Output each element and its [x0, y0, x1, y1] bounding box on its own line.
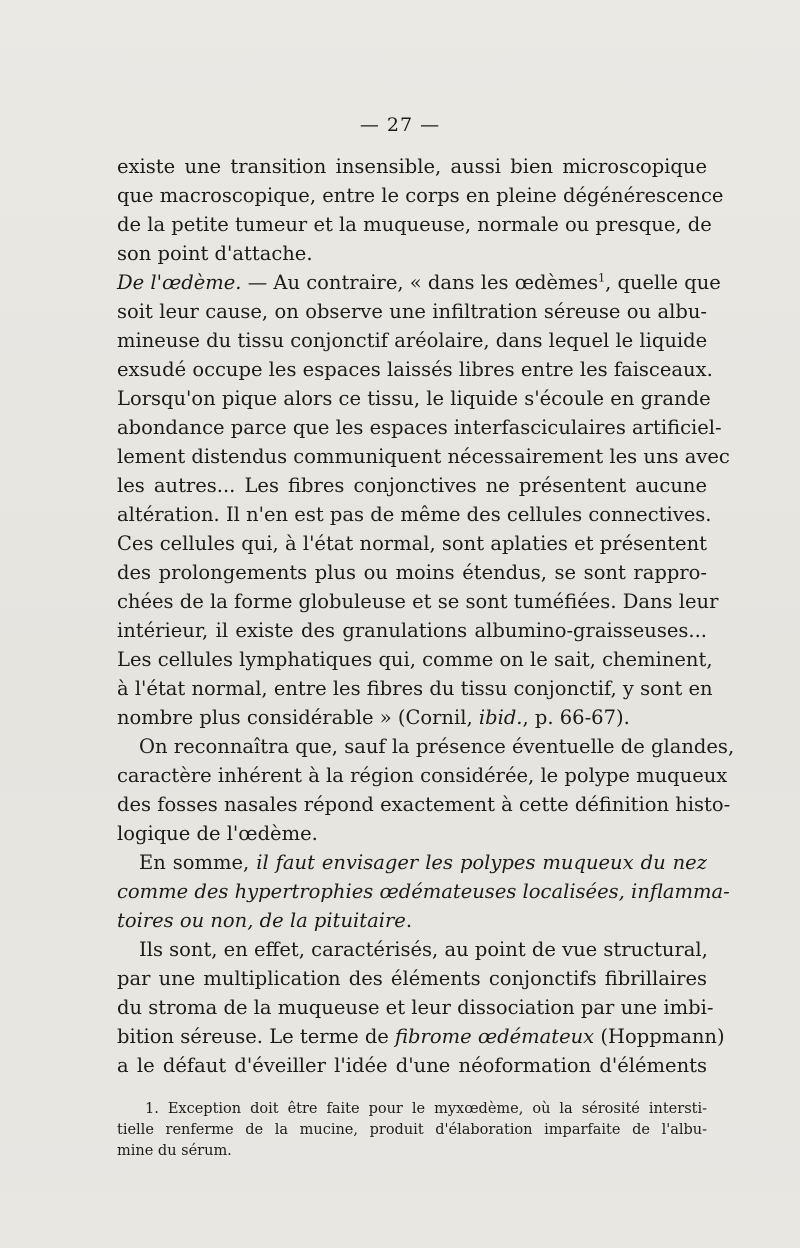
text-line: par une multiplication des éléments conjonctifs fibrillaires [117, 967, 707, 990]
text-line: Lorsqu'on pique alors ce tissu, le liquide s'écoule en grande [117, 387, 711, 410]
footnote [117, 1099, 707, 1162]
paragraph-5 [117, 935, 725, 1080]
paragraph-4 [117, 848, 730, 935]
text-line: Les cellules lymphatiques qui, comme on le sait, cheminent, [117, 648, 713, 671]
text-line: logique de l'œdème. [117, 822, 318, 845]
emphasis-text: fibrome œdémateux [395, 1025, 595, 1048]
footnote-line: tielle renferme de la mucine, produit d'élaboration imparfaite de l'albu- [117, 1122, 707, 1138]
section-heading: De l'œdème. [117, 271, 242, 294]
text-line [117, 906, 707, 935]
emphasis-text: toires ou non, de la pituitaire [117, 909, 406, 932]
text-line: intérieur, il existe des granulations albumino-graisseuses... [117, 619, 707, 642]
text-line: soit leur cause, on observe une infiltration séreuse ou albu- [117, 300, 707, 323]
text-run: nombre plus considérable » (Cornil, [117, 706, 479, 729]
text-line: caractère inhérent à la région considérée, le polype muqueux [117, 764, 728, 787]
text-line: exsudé occupe les espaces laissés libres entre les faisceaux. [117, 358, 713, 381]
text-line: des prolongements plus ou moins étendus, se sont rappro- [117, 561, 707, 584]
text-line [117, 268, 721, 297]
text-line: du stroma de la muqueuse et leur dissociation par une imbi- [117, 996, 714, 1019]
text-line: de la petite tumeur et la muqueuse, normale ou presque, de [117, 213, 712, 236]
text-line: les autres... Les fibres conjonctives ne présentent aucune [117, 474, 707, 497]
text-line: son point d'attache. [117, 242, 313, 265]
text-line [117, 1022, 725, 1051]
paragraph-2 [117, 268, 730, 732]
body-text [117, 152, 735, 1080]
text-line: mineuse du tissu conjonctif aréolaire, dans lequel le liquide [117, 329, 708, 352]
footnote-line: 1. Exception doit être faite pour le myxœdème, où la sérosité intersti- [145, 1101, 707, 1117]
footnote-line: mine du sérum. [117, 1143, 232, 1159]
text-line: a le défaut d'éveiller l'idée d'une néoformation d'éléments [117, 1054, 707, 1077]
text-line [117, 848, 707, 877]
paragraph-3 [117, 732, 735, 848]
citation-italic: ibid. [478, 706, 523, 729]
text-run: (Hoppmann) [594, 1025, 725, 1048]
text-line: existe une transition insensible, aussi bien microscopique [117, 155, 707, 178]
text-line [117, 703, 707, 732]
paragraph-1 [117, 152, 724, 268]
text-line: chées de la forme globuleuse et se sont tuméfiées. Dans leur [117, 590, 719, 613]
text-run: En somme, [139, 851, 257, 874]
text-line: lement distendus communiquent nécessairement les uns avec [117, 445, 730, 468]
text-line: altération. Il n'en est pas de même des cellules connectives. [117, 503, 712, 526]
text-line: des fosses nasales répond exactement à cette définition histo- [117, 793, 731, 816]
page-number: — 27 — [359, 114, 441, 136]
text-run: — Au contraire, « dans les œdèmes [241, 271, 599, 294]
text-line: Ils sont, en effet, caractérisés, au point de vue structural, [139, 938, 708, 961]
text-run: , quelle que [605, 271, 721, 294]
text-line: à l'état normal, entre les fibres du tissu conjonctif, y sont en [117, 677, 713, 700]
text-run: , p. 66-67). [522, 706, 630, 729]
emphasis-text: il faut envisager les polypes muqueux du nez [256, 851, 707, 874]
footnote-reference[interactable]: 1 [598, 271, 606, 285]
text-run: bition séreuse. Le terme de [117, 1025, 396, 1048]
text-line: abondance parce que les espaces interfasciculaires artificiel- [117, 416, 722, 439]
text-line: Ces cellules qui, à l'état normal, sont aplaties et présentent [117, 532, 707, 555]
emphasis-text: comme des hypertrophies œdémateuses localisées, inflamma- [117, 880, 730, 903]
text-line: que macroscopique, entre le corps en pleine dégénérescence [117, 184, 724, 207]
text-run: . [405, 909, 413, 932]
text-line: On reconnaîtra que, sauf la présence éventuelle de glandes, [139, 735, 735, 758]
